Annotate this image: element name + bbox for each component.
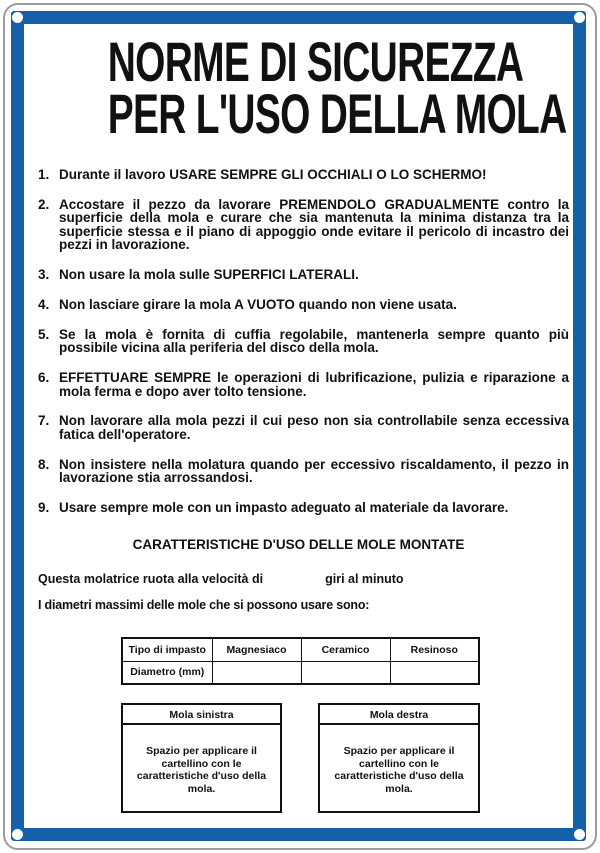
title-line-2: PER L'USO DELLA MOLA — [107, 82, 567, 145]
rule-text: Durante il lavoro USARE SEMPRE GLI OCCHIALI O LO SCHERMO! — [59, 167, 487, 182]
rule-item-9 — [38, 501, 569, 514]
speed-suffix: giri al minuto — [325, 572, 404, 586]
rule-number: 1. — [38, 167, 50, 182]
right-wheel-box — [318, 703, 480, 813]
screw-hole-bottom-left — [12, 829, 23, 840]
rule-text: Accostare il pezzo da lavorare PREMENDOLO GRADUALMENTE contro la superficie della mola e curare che sia mantenuta la minima distanza tra la superficie stessa e il piano di appoggio onde evitare il pericolo di incastro dei pezzi in lavorazione. — [59, 196, 569, 253]
right-wheel-box-body: Spazio per applicare il cartellino con le caratteristiche d'uso della mola. — [334, 745, 464, 795]
rule-item-1 — [38, 168, 569, 181]
table-header-resinoso: Resinoso — [390, 638, 479, 661]
rule-number: 4. — [38, 296, 50, 312]
rule-number: 3. — [38, 267, 50, 283]
diameters-line: I diametri massimi delle mole che si possono usare sono: — [38, 598, 370, 612]
wheel-type-table — [121, 637, 480, 685]
sign-title — [107, 30, 567, 145]
left-wheel-box-body: Spazio per applicare il cartellino con le caratteristiche d'uso della mola. — [136, 745, 267, 795]
rule-number: 6. — [38, 370, 50, 386]
table-header-ceramico: Ceramico — [301, 638, 390, 661]
rule-item-7 — [38, 414, 569, 441]
table-empty-cell — [212, 661, 301, 684]
screw-hole-bottom-right — [574, 829, 585, 840]
rule-text: Non lavorare alla mola pezzi il cui peso non sia controllabile senza eccessiva fatica dell'operatore. — [59, 413, 569, 442]
rules-list — [38, 168, 569, 531]
table-header-magnesiaco: Magnesiaco — [212, 638, 301, 661]
table-empty-cell — [301, 661, 390, 684]
speed-line — [38, 572, 404, 587]
table-empty-cell — [390, 661, 479, 684]
rule-text: Non insistere nella molatura quando per eccessivo riscaldamento, il pezzo in lavorazione stia arrossandosi. — [59, 456, 569, 486]
rule-number: 9. — [38, 500, 50, 516]
rule-number: 2. — [38, 196, 50, 212]
table-row-label: Diametro (mm) — [122, 661, 212, 684]
rule-item-3 — [38, 268, 569, 281]
rule-text: Usare sempre mole con un impasto adeguato al materiale da lavorare. — [59, 500, 509, 516]
rule-number: 5. — [38, 326, 50, 342]
rule-item-4 — [38, 298, 569, 311]
sign-content — [24, 23, 573, 829]
table-header-tipo: Tipo di impasto — [122, 638, 212, 661]
screw-hole-top-right — [574, 12, 585, 23]
right-wheel-box-title: Mola destra — [320, 705, 478, 725]
speed-prefix: Questa molatrice ruota alla velocità di — [38, 572, 264, 586]
section-heading: CARATTERISTICHE D'USO DELLE MOLE MONTATE — [132, 537, 465, 552]
screw-hole-top-left — [12, 12, 23, 23]
rule-item-5 — [38, 328, 569, 355]
rule-number: 7. — [38, 413, 50, 429]
rule-item-2 — [38, 198, 569, 252]
table-header-row — [122, 638, 479, 661]
left-wheel-box — [121, 703, 282, 813]
rule-text: Se la mola è fornita di cuffia regolabile, mantenerla sempre quanto più possibile vicina alla periferia del disco della mola. — [59, 326, 569, 356]
rule-text: Non usare la mola sulle SUPERFICI LATERALI. — [59, 267, 359, 283]
title-line-1: NORME DI SICUREZZA — [107, 30, 524, 93]
left-wheel-box-title: Mola sinistra — [123, 705, 280, 725]
rule-number: 8. — [38, 456, 50, 472]
rule-text: EFFETTUARE SEMPRE le operazioni di lubrificazione, pulizia e riparazione a mola ferma e dopo aver tolto tensione. — [59, 370, 569, 399]
rule-item-6 — [38, 371, 569, 398]
rule-text: Non lasciare girare la mola A VUOTO quando non viene usata. — [59, 296, 457, 312]
table-row — [122, 661, 479, 684]
rule-item-8 — [38, 458, 569, 485]
